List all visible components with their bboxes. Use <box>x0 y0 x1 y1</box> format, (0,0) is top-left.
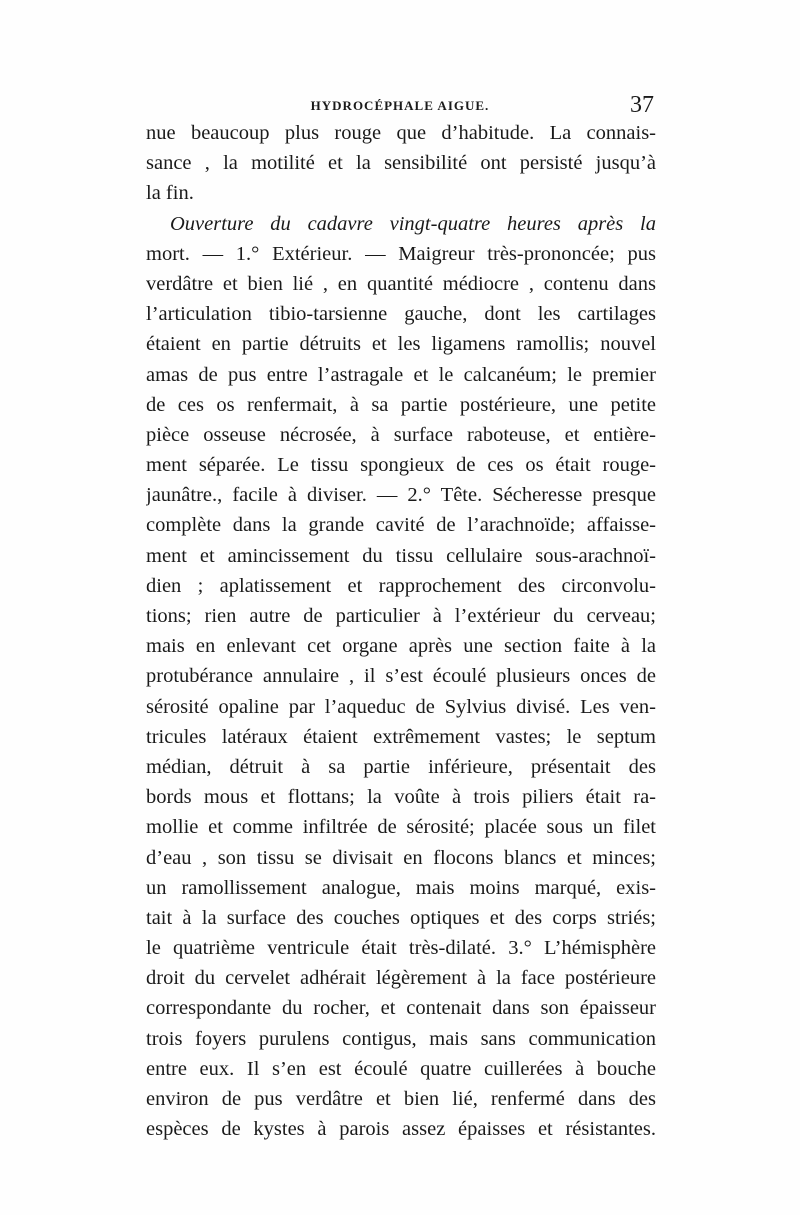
body-text <box>146 118 656 1144</box>
text-line: un ramollissement analogue, mais moins marqué, exis- <box>146 876 656 899</box>
text-line-section-heading <box>146 209 656 239</box>
text-line: tricules latéraux étaient extrêmement vastes; le septum <box>146 725 656 748</box>
text-line: étaient en partie détruits et les ligamens ramollis; nouvel <box>146 333 656 356</box>
text-line: d’eau , son tissu se divisait en flocons blancs et minces; <box>146 846 656 869</box>
text-line: bords mous et flottans; la voûte à trois piliers était ra- <box>146 786 656 809</box>
text-line: environ de pus verdâtre et bien lié, renfermé dans des <box>146 1088 656 1110</box>
text-line: mais en enlevant cet organe après une section faite à la <box>146 635 656 658</box>
text-line: tions; rien autre de particulier à l’extérieur du cerveau; <box>146 605 656 627</box>
text-line: amas de pus entre l’astragale et le calcanéum; le premier <box>146 363 656 386</box>
text-line: l’articulation tibio-tarsienne gauche, dont les cartilages <box>146 303 656 326</box>
text-line: verdâtre et bien lié , en quantité médiocre , contenu dans <box>146 272 656 295</box>
text-line: dien ; aplatissement et rapprochement des circonvolu- <box>146 574 656 597</box>
text-line: nue beaucoup plus rouge que d’habitude. La connais- <box>146 122 656 144</box>
text-line: sérosité opaline par l’aqueduc de Sylvius divisé. Les ven- <box>146 695 656 718</box>
text-line: correspondante du rocher, et contenait dans son épaisseur <box>146 997 656 1020</box>
text-line: complète dans la grande cavité de l’arachnoïde; affaisse- <box>146 514 656 537</box>
text-line: le quatrième ventricule était très-dilaté. 3.° L’hémisphère <box>146 937 656 960</box>
text-line: sance , la motilité et la sensibilité ont persisté jusqu’à <box>146 152 656 175</box>
text-line: mort. — 1.° Extérieur. — Maigreur très-prononcée; pus <box>146 242 656 265</box>
page-number: 37 <box>630 92 654 118</box>
text-line: jaunâtre., facile à diviser. — 2.° Tête. Sécheresse presque <box>146 484 656 507</box>
text-line: pièce osseuse nécrosée, à surface raboteuse, et entière- <box>146 423 656 446</box>
text-line: mollie et comme infiltrée de sérosité; placée sous un filet <box>146 816 656 839</box>
text-line: protubérance annulaire , il s’est écoulé plusieurs onces de <box>146 665 656 688</box>
text-line: droit du cervelet adhérait légèrement à la face postérieure <box>146 967 656 990</box>
italic-section-title: Ouverture du cadavre vingt-quatre heures après la <box>170 212 656 235</box>
text-line: ment séparée. Le tissu spongieux de ces os était rouge- <box>146 454 656 477</box>
running-title: HYDROCÉPHALE AIGUE. <box>310 98 490 113</box>
text-line: trois foyers purulens contigus, mais sans communication <box>146 1027 656 1050</box>
text-line: de ces os renfermait, à sa partie postérieure, une petite <box>146 393 656 416</box>
text-line: tait à la surface des couches optiques et des corps striés; <box>146 906 656 929</box>
text-line: entre eux. Il s’en est écoulé quatre cuillerées à bouche <box>146 1057 656 1080</box>
text-line: ment et amincissement du tissu cellulaire sous-arachnoï- <box>146 544 656 567</box>
text-line: la fin. <box>146 182 194 205</box>
text-line: médian, détruit à sa partie inférieure, présentait des <box>146 755 656 778</box>
text-line: espèces de kystes à parois assez épaisses et résistantes. <box>146 1118 656 1141</box>
